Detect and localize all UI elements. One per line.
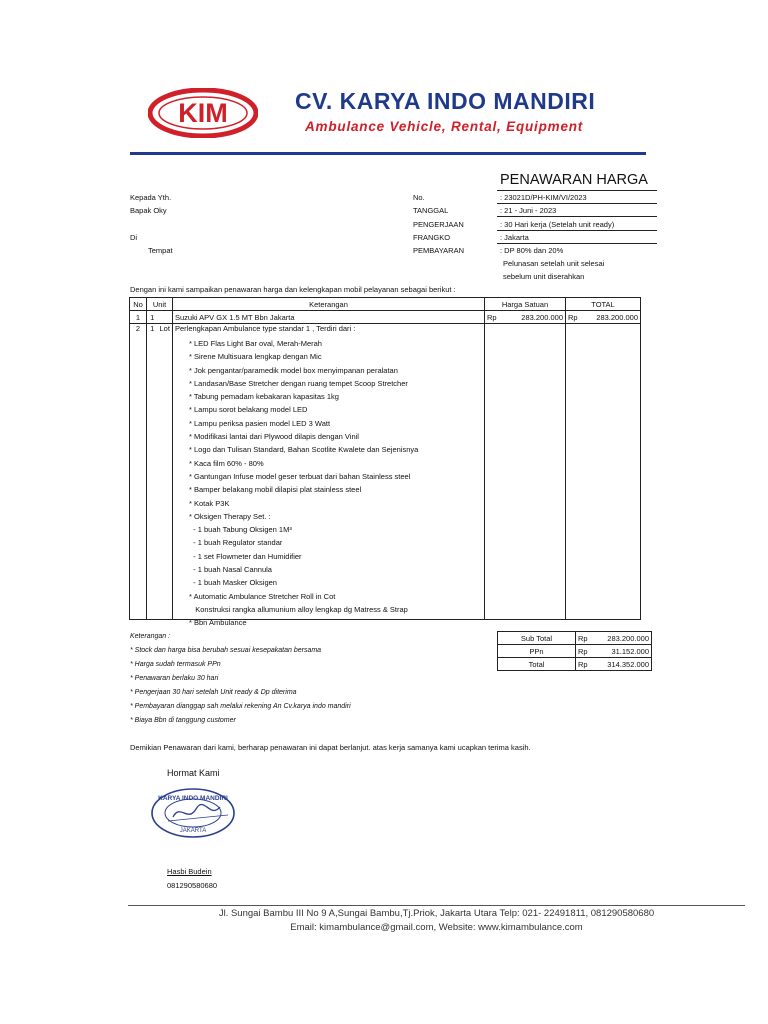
list-item: * Modifikasi lantai dari Plywood dilapis dengan Vinil [189,432,359,442]
recipient-line-4: Tempat [148,246,173,255]
intro-text: Dengan ini kami sampaikan penawaran harga dan kelengkapan mobil pelayanan sebagai berikut : [130,285,456,294]
list-item: - 1 set Flowmeter dan Humidifier [189,551,302,561]
note-item: * Pengerjaan 30 hari setelah Unit ready & Dp diterima [130,689,297,696]
row-description-text: Perlengkapan Ambulance type standar 1 , Terdiri dari : [175,324,356,333]
recipient-line-1: Kepada Yth. [130,193,172,202]
list-item: * Kotak P3K [189,498,230,508]
header-unit: Unit [147,298,173,311]
meta-underline [497,203,657,204]
list-item: - 1 buah Masker Oksigen [189,578,277,588]
company-tagline: Ambulance Vehicle, Rental, Equipment [305,119,584,134]
signer-name: Hasbi Budein [167,867,212,876]
meta-value-no: : 23021D/PH-KIM/VI/2023 [500,193,587,202]
header-total: TOTAL [566,298,641,311]
summary-row-tax [498,645,652,658]
note-item: * Biaya Bbn di tanggung customer [130,717,236,724]
meta-label-date: TANGGAL [413,206,449,215]
list-item: * Sirene Multisuara lengkap dengan Mic [189,352,322,362]
footer-contact: Email: kimambulance@gmail.com, Website: www.kimambulance.com [290,922,583,933]
row-unit: Lot [158,324,173,620]
payment-note-1: Pelunasan setelah unit selesai [503,259,605,268]
note-item: * Penawaran berlaku 30 hari [130,675,219,682]
summary-value: 31.152.000 [596,645,652,658]
row-no: 2 [130,324,147,620]
signoff-text: Hormat Kami [167,768,220,778]
meta-underline [497,216,657,217]
summary-currency: Rp [576,645,596,658]
notes-title: Keterangan : [130,633,171,640]
meta-value-franco: : Jakarta [500,233,529,242]
list-item: - 1 buah Tabung Oksigen 1M³ [189,525,292,535]
list-item: * Jok pengantar/paramedik model box menyimpanan peralatan [189,365,398,375]
summary-label: Sub Total [498,632,576,645]
note-item: * Pembayaran dianggap sah melalui rekening An Cv.karya indo mandiri [130,703,351,710]
row-unit [158,311,173,324]
row-qty: 1 [147,311,158,324]
list-item: * Oksigen Therapy Set. : [189,511,271,521]
list-item: * Kaca film 60% - 80% [189,458,264,468]
company-logo [148,88,258,138]
list-item: - 1 buah Regulator standar [189,538,283,548]
meta-underline [497,230,657,231]
document-title: PENAWARAN HARGA [500,172,648,188]
signature-scribble [173,804,220,817]
row-currency: Rp [566,311,585,324]
company-name: CV. KARYA INDO MANDIRI [295,88,596,114]
header-no: No [130,298,147,311]
row-price: 283.200.000 [505,311,566,324]
footer-address: Jl. Sungai Bambu III No 9 A,Sungai Bambu,Tj.Priok, Jakarta Utara Telp: 021- 22491811, 081290580680 [218,908,655,919]
list-item: * Lampu sorot belakang model LED [189,405,308,415]
list-item: * LED Flas Light Bar oval, Merah-Merah [189,339,322,348]
list-item: * Lampu periksa pasien model LED 3 Watt [189,418,331,428]
footer-divider [128,905,745,906]
recipient-line-3: Di [130,233,138,242]
summary-row-total [498,658,652,671]
meta-value-payment: : DP 80% dan 20% [500,246,564,255]
list-item: * Bamper belakang mobil dilapisi plat stainless steel [189,485,362,495]
payment-note-2: sebelum unit diserahkan [503,272,585,281]
row-description: Suzuki APV GX 1.5 MT Bbn Jakarta [173,311,485,324]
summary-currency: Rp [576,632,596,645]
row-currency: Rp [485,311,505,324]
list-item: * Gantungan Infuse model geser terbuat dari bahan Stainless steel [189,471,411,481]
list-item: Konstruksi rangka allumunium alloy lengkap dg Matress & Strap [189,604,408,614]
meta-label-payment: PEMBAYARAN [413,246,464,255]
note-item: * Harga sudah termasuk PPn [130,661,221,668]
summary-row-subtotal [498,632,652,645]
title-underline [497,190,657,191]
header-divider [130,152,646,155]
note-item: * Stock dan harga bisa berubah sesuai kesepakatan bersama [130,647,322,654]
summary-label: Total [498,658,576,671]
logo-text: KIM [178,98,228,128]
company-stamp [148,785,240,840]
closing-text: Demikian Penawaran dari kami, berharap penawaran ini dapat berlanjut. atas kerja samanya kami ucapkan terima kasih. [130,743,531,752]
row-total: 283.200.000 [585,311,641,324]
meta-label-work: PENGERJAAN [413,220,464,229]
item-details-list [189,337,495,630]
row-no: 1 [130,311,147,324]
list-item: * Landasan/Base Stretcher dengan ruang tempet Scoop Stretcher [189,378,408,388]
meta-underline [497,243,657,244]
meta-value-work: : 30 Hari kerja (Setelah unit ready) [500,220,615,229]
header-description: Keterangan [173,298,485,311]
meta-label-no: No. [413,193,425,202]
list-item: * Tabung pemadam kebakaran kapasitas 1kg [189,392,339,402]
header-unit-price: Harga Satuan [485,298,566,311]
signer-phone: 081290580680 [167,881,218,890]
row-qty: 1 [147,324,158,620]
summary-value: 314.352.000 [596,658,652,671]
list-item: - 1 buah Nasal Cannula [189,565,272,575]
recipient-name: Bapak Oky [130,206,167,215]
meta-value-date: : 21 - Juni - 2023 [500,206,557,215]
list-item: * Automatic Ambulance Stretcher Roll in Cot [189,591,336,601]
stamp-text: KARYA INDO MANDIRI [158,795,228,802]
table-header-row [130,298,641,311]
list-item: * Logo dan Tulisan Standard, Bahan Scotlite Kwalete dan Sejenisnya [189,445,419,455]
summary-value: 283.200.000 [596,632,652,645]
summary-label: PPn [498,645,576,658]
table-row [130,311,641,324]
list-item: * Bbn Ambulance [189,618,247,628]
summary-currency: Rp [576,658,596,671]
summary-table [497,631,652,671]
stamp-city: JAKARTA [179,828,207,834]
meta-label-franco: FRANGKO [413,233,451,242]
